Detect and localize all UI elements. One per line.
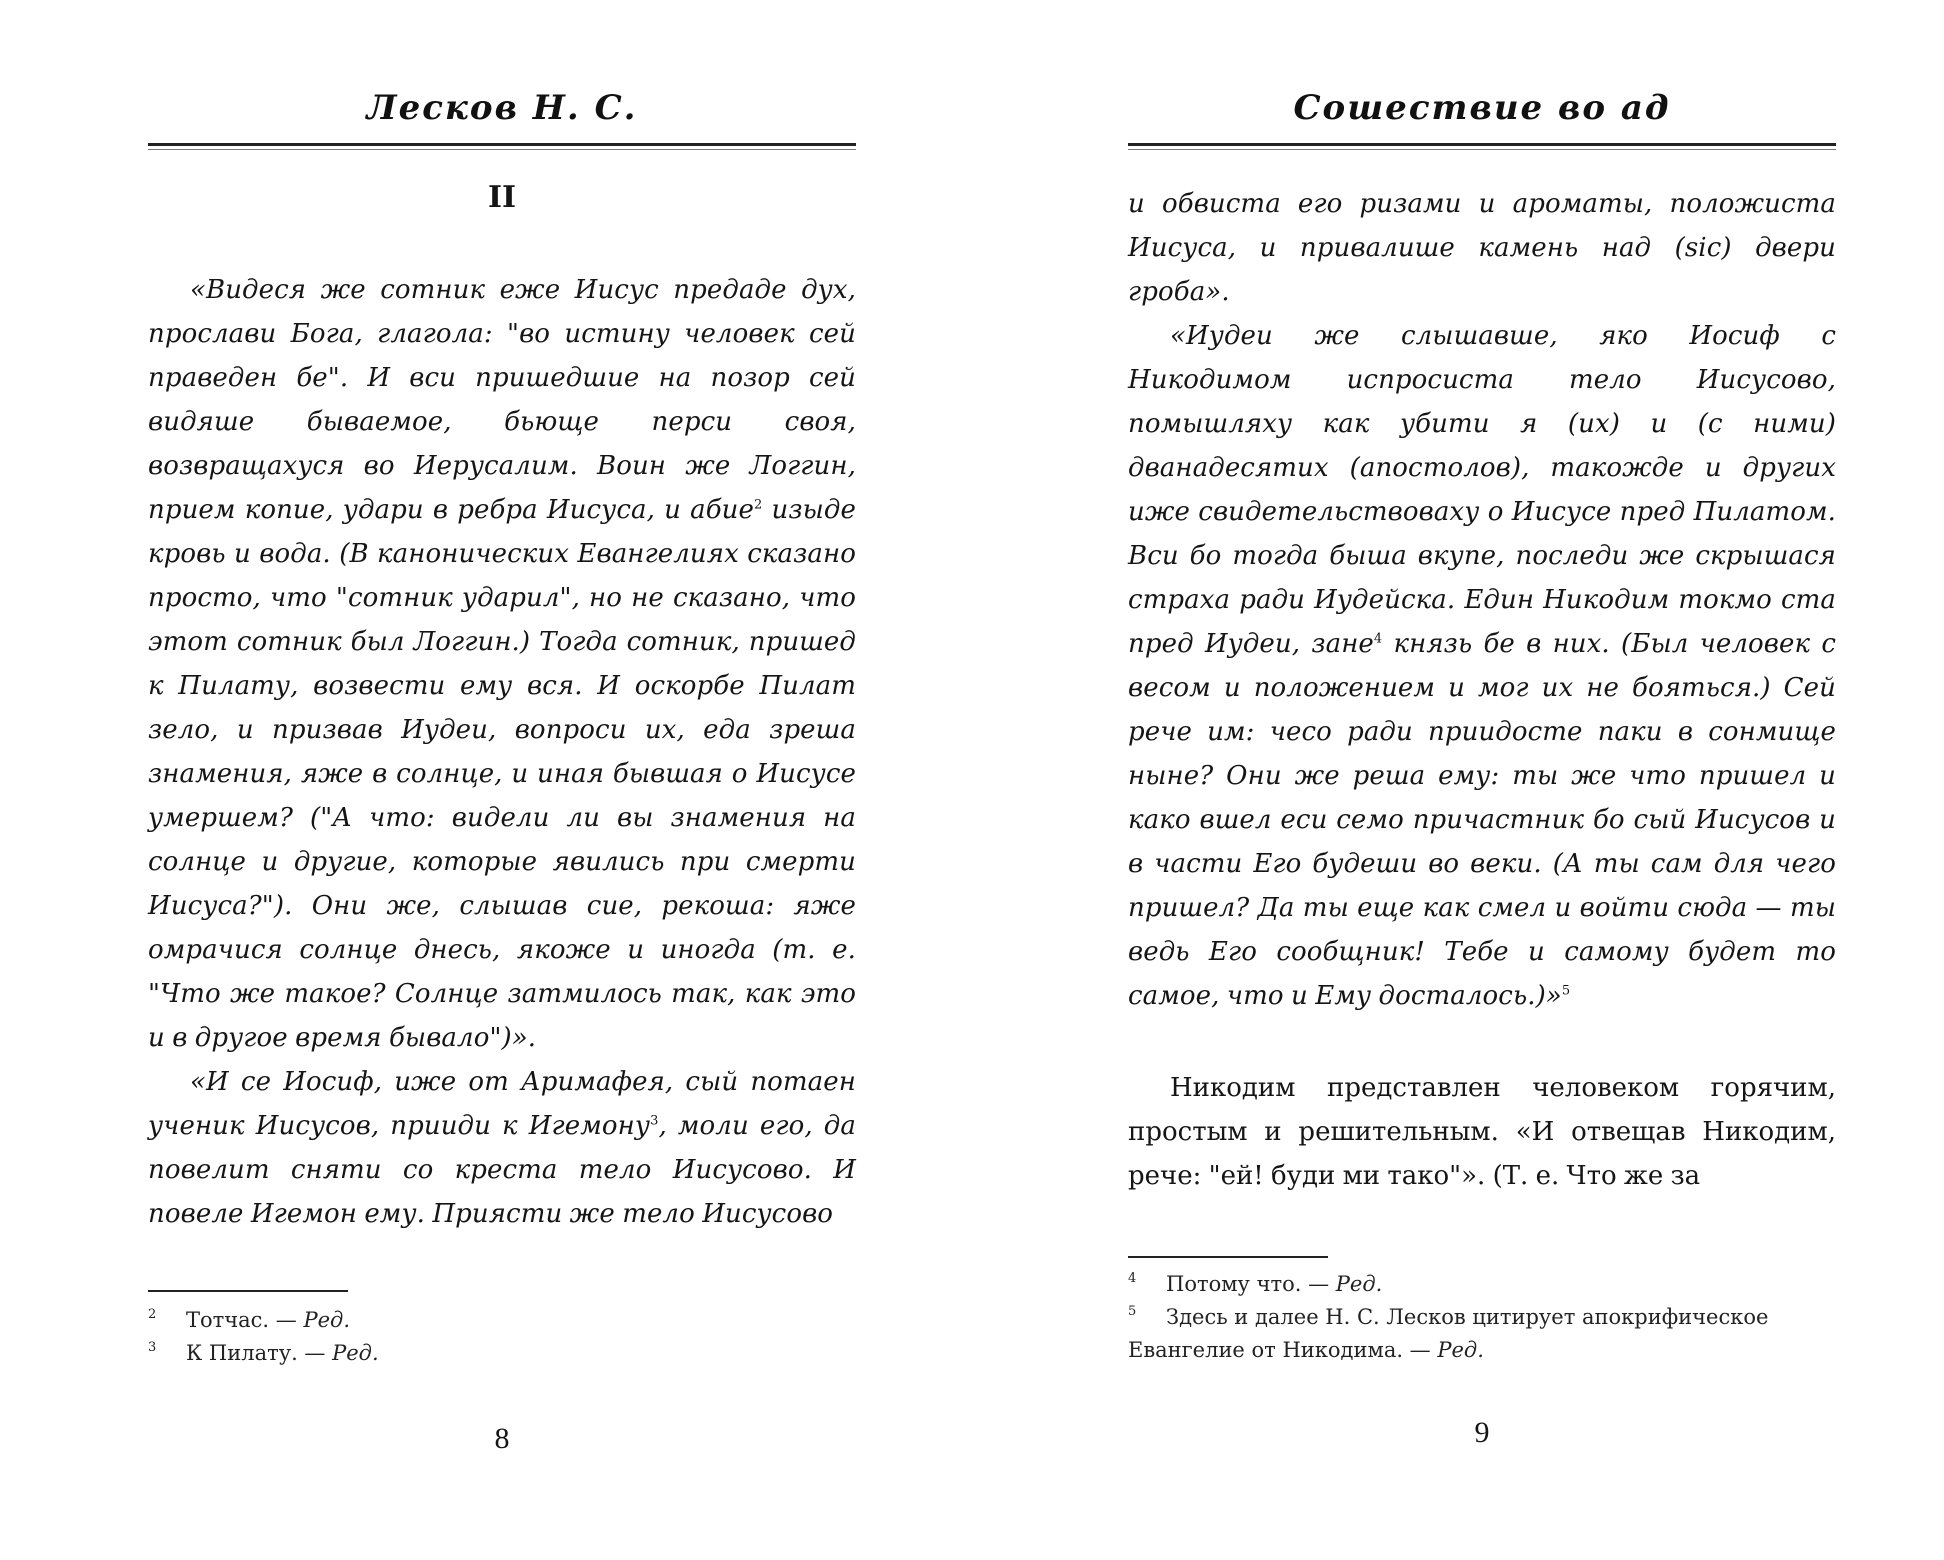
paragraph-text: князь бе в них. (Был человек с весом и положением и мог их не бояться.) Сей рече им: чесо ради приидосте паки в сонмище ныне? Они же реша ему: ты же что пришел и како вшел еси семо причастник бо сый Иисусов и в части Его будеши во веки. (А ты сам для чего пришел? Да ты еще как смел и войти сюда — ты ведь Его сообщник! Тебе и самому будет то самое, что и Ему досталось.)» <box>1128 629 1836 1011</box>
footnote-editor: Ред. <box>1437 1338 1484 1362</box>
footnote-number: 2 <box>148 1307 157 1322</box>
footnote-4 <box>1128 1268 1836 1301</box>
running-head-author: Лесков Н. С. <box>366 88 638 128</box>
footnote-text: Потому что. — <box>1166 1272 1336 1296</box>
paragraph-text: изыде кровь и вода. (В канонических Евангелиях сказано просто, что "сотник ударил", но не сказано, что этот сотник был Логгин.) Тогда сотник, пришед к Пилату, возвести ему вся. И оскорбе Пилат зело, и призвав Иудеи, вопроси их, еда зреша знамения, яже в солнце, и иная бывшая о Иисусе умершем? ("А что: видели ли вы знамения на солнце и другие, которые явились при смерти Иисуса?"). Они же, слышав сие, рекоша: яже омрачися солнце днесь, якоже и иногда (т. е. "Что же такое? Солнце затмилось так, как это и в другое время бывало")». <box>148 495 856 1053</box>
paragraph: Никодим представлен человеком горячим, простым и решительным. «И отвещав Никодим, рече: "ей! буди ми тако"». (Т. е. Что же за <box>1128 1073 1836 1191</box>
right-body-text <box>1128 182 1836 1018</box>
footnote-2 <box>148 1304 856 1337</box>
footnote-ref: 2 <box>754 497 763 513</box>
footnote-number: 4 <box>1128 1271 1137 1286</box>
paragraph-text: «И се Иосиф, иже от Аримафея, сый потаен ученик Иисусов, прииди к Игемону <box>148 1067 856 1141</box>
page-number: 9 <box>1474 1416 1490 1449</box>
footnote-5 <box>1128 1301 1836 1367</box>
paragraph-text: «Иудеи же слышавше, яко Иосиф с Никодимом испросиста тело Иисусово, помышляху как убити я (их) и (с ними) дванадесятих (апостолов), такожде и других иже свидетельствоваху о Иисусе пред Пилатом. Вси бо тогда быша вкупе, последи же скрышася страха ради Иудейска. Един Никодим токмо ста пред Иудеи, зане <box>1128 321 1836 659</box>
footnotes <box>1128 1268 1836 1367</box>
running-head-title: Сошествие во ад <box>1293 88 1671 128</box>
footnote-ref: 5 <box>1561 983 1571 999</box>
footnote-editor: Ред. <box>303 1308 351 1332</box>
footnote-editor: Ред. <box>1335 1272 1383 1296</box>
footnotes <box>148 1304 856 1370</box>
footnote-ref: 4 <box>1373 631 1383 647</box>
header-rule <box>1128 143 1836 146</box>
footnote-text: Здесь и далее Н. С. Лесков цитирует апокрифическое Евангелие от Никодима. — <box>1128 1305 1769 1362</box>
footnote-rule <box>148 1290 348 1292</box>
footnote-text: Тотчас. — <box>186 1308 304 1332</box>
paragraph: и обвиста его ризами и ароматы, положиста Иисуса, и привалише камень над (sic) двери гроба». <box>1128 189 1836 307</box>
paragraph-text: , моли его, да повелит сняти со креста тело Иисусово. И повеле Игемон ему. Приясти же тело Иисусово <box>148 1111 856 1229</box>
page-number: 8 <box>494 1422 510 1455</box>
paragraph <box>148 268 856 1060</box>
footnote-rule <box>1128 1256 1328 1258</box>
chapter-number: II <box>487 180 517 215</box>
right-commentary-text <box>1128 1066 1836 1198</box>
footnote-number: 3 <box>148 1340 157 1355</box>
paragraph <box>148 1060 856 1236</box>
paragraph-text: «Видеся же сотник еже Иисус предаде дух, прослави Бога, глагола: "во истину человек сей праведен бе". И вси пришедшие на позор сей видяше бываемое, бьюще перси своя, возвращахуся во Иерусалим. Воин же Логгин, прием копие, удари в ребра Иисуса, и абие <box>148 275 856 525</box>
footnote-number: 5 <box>1128 1304 1137 1319</box>
footnote-editor: Ред. <box>332 1341 379 1365</box>
left-body-text <box>148 268 856 1236</box>
footnote-3 <box>148 1337 856 1370</box>
header-rule <box>148 143 856 146</box>
paragraph <box>1128 314 1836 1018</box>
footnote-text: К Пилату. — <box>186 1341 333 1365</box>
footnote-ref: 3 <box>650 1113 659 1129</box>
